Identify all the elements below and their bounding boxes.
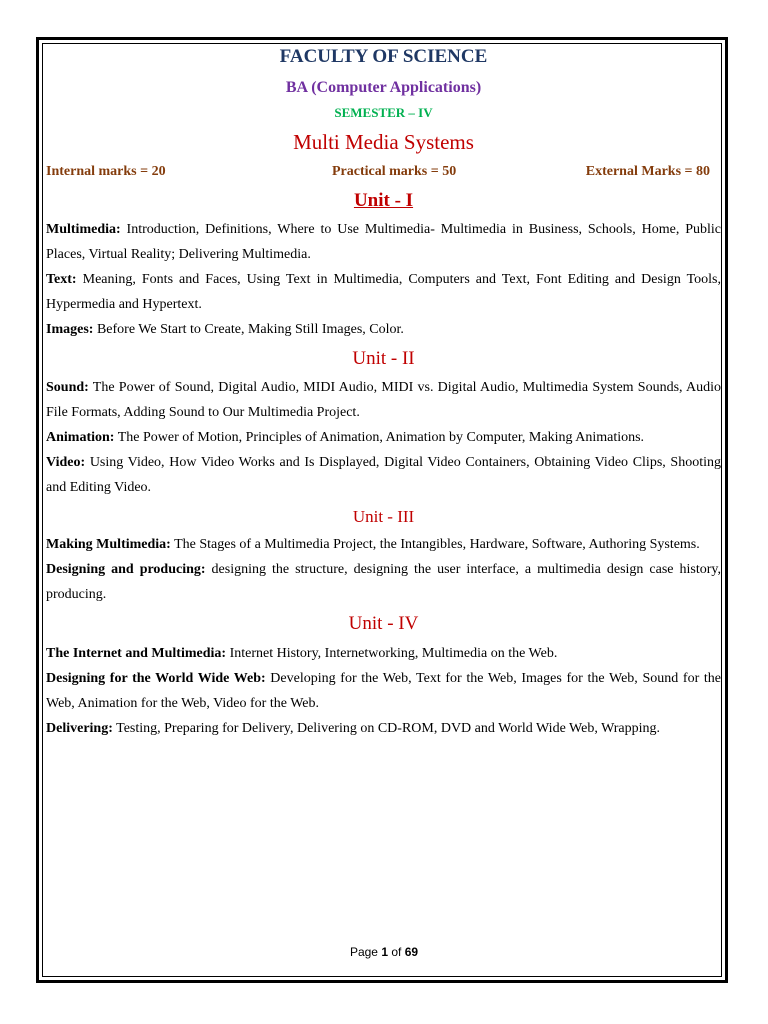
practical-marks: Practical marks = 50 [332, 164, 457, 179]
topic-text: The Power of Motion, Principles of Animation, Animation by Computer, Making Animations. [114, 430, 645, 445]
external-marks: External Marks = 80 [585, 164, 710, 179]
topic-text: Before We Start to Create, Making Still Images, Color. [93, 322, 404, 337]
marks-row [46, 162, 721, 182]
topic-text: Testing, Preparing for Delivery, Delivering on CD-ROM, DVD and World Wide Web, Wrapping. [112, 721, 660, 736]
internal-marks: Internal marks = 20 [46, 164, 166, 179]
topic-label: Sound: [46, 380, 89, 395]
document-body [46, 40, 721, 741]
topic-label: Designing for the World Wide Web: [46, 671, 266, 686]
subject-title: Multi Media Systems [293, 130, 474, 154]
topic-text: The Stages of a Multimedia Project, the Intangibles, Hardware, Software, Authoring Systems. [170, 537, 700, 552]
topic-label: Multimedia: [46, 222, 121, 237]
topic-paragraph [46, 641, 721, 666]
programme-title: BA (Computer Applications) [285, 79, 482, 96]
topic-label: Animation: [46, 430, 115, 445]
topic-label: Delivering: [46, 721, 113, 736]
topic-paragraph [46, 317, 721, 342]
unit-3-heading: Unit - III [352, 507, 415, 526]
topic-label: Making Multimedia: [46, 537, 171, 552]
topic-paragraph [46, 217, 721, 267]
topic-label: Images: [46, 322, 94, 337]
topic-label: Video: [46, 455, 86, 470]
topic-label: Text: [46, 272, 77, 287]
topic-text: The Power of Sound, Digital Audio, MIDI Audio, MIDI vs. Digital Audio, Multimedia System Sounds, Audio File Formats, Adding Sound to Our Multimedia Project. [46, 380, 721, 420]
topic-label: Designing and producing: [46, 562, 206, 577]
topic-paragraph [46, 532, 721, 557]
semester-title: SEMESTER – IV [334, 105, 433, 120]
topic-paragraph [46, 716, 721, 741]
topic-text: Introduction, Definitions, Where to Use Multimedia- Multimedia in Business, Schools, Home, Public Places, Virtual Reality; Delivering Multimedia. [46, 222, 721, 262]
topic-paragraph [46, 450, 721, 500]
unit-4-heading: Unit - IV [348, 613, 419, 634]
topic-paragraph [46, 267, 721, 317]
topic-paragraph [46, 666, 721, 716]
topic-paragraph [46, 425, 721, 450]
topic-paragraph [46, 557, 721, 607]
page-number: Page 1 of 69 [349, 945, 419, 959]
topic-label: The Internet and Multimedia: [46, 646, 227, 661]
topic-text: Using Video, How Video Works and Is Displayed, Digital Video Containers, Obtaining Video Clips, Shooting and Editing Video. [46, 455, 721, 495]
unit-2-heading: Unit - II [352, 348, 415, 369]
topic-text: Meaning, Fonts and Faces, Using Text in Multimedia, Computers and Text, Font Editing and Design Tools, Hypermedia and Hypertext. [46, 272, 721, 312]
topic-paragraph [46, 375, 721, 425]
topic-text: designing the structure, designing the user interface, a multimedia design case history, producing. [46, 562, 721, 602]
topic-text: Developing for the Web, Text for the Web, Images for the Web, Sound for the Web, Animation for the Web, Video for the Web. [46, 671, 721, 711]
faculty-title: FACULTY OF SCIENCE [279, 46, 488, 67]
topic-text: Internet History, Internetworking, Multimedia on the Web. [226, 646, 558, 661]
unit-1-heading: Unit - I [353, 190, 414, 211]
